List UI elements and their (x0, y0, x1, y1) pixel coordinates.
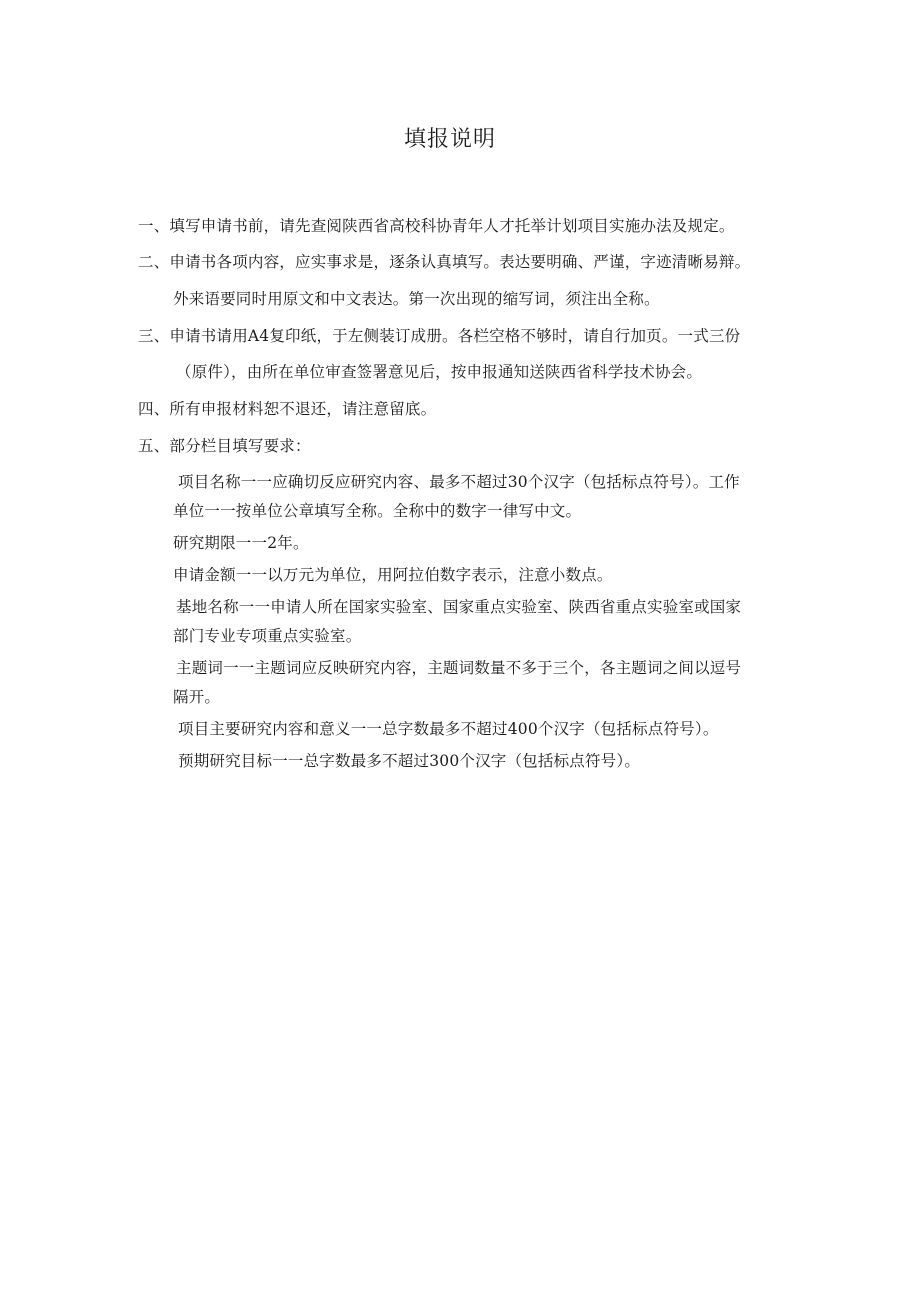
instruction-line: 项目主要研究内容和意义一一总字数最多不超过400个汉字（包括标点符号）。 (178, 720, 719, 738)
instruction-line: 主题词一一主题词应反映研究内容，主题词数量不多于三个，各主题词之间以逗号 (176, 659, 742, 677)
instruction-line: 一、填写申请书前，请先查阅陕西省高校科协青年人才托举计划项目实施办法及规定。 (138, 217, 735, 235)
instruction-line: 预期研究目标一一总字数最多不超过300个汉字（包括标点符号）。 (178, 752, 641, 770)
instruction-line: 单位一一按单位公章填写全称。全称中的数字一律写中文。 (173, 502, 582, 520)
instruction-line: 基地名称一一申请人所在国家实验室、国家重点实验室、陕西省重点实验室或国家 (176, 598, 742, 616)
instruction-line: 部门专业专项重点实验室。 (173, 627, 362, 645)
instruction-line: 三、申请书请用A4复印纸，于左侧装订成册。各栏空格不够时，请自行加页。一式三份 (138, 327, 741, 345)
instruction-line: 申请金额一一以万元为单位，用阿拉伯数字表示，注意小数点。 (173, 566, 613, 584)
instruction-line: 项目名称一一应确切反应研究内容、最多不超过30个汉字（包括标点符号）。工作 (178, 473, 740, 491)
instruction-line: 研究期限一一2年。 (173, 534, 309, 552)
instruction-line: 五、部分栏目填写要求： (138, 437, 311, 455)
instruction-line: 隔开。 (173, 688, 221, 706)
instruction-line: 二、申请书各项内容，应实事求是，逐条认真填写。表达要明确、严谨，字迹清晰易辩。 (138, 253, 751, 271)
instruction-line: 四、所有申报材料恕不退还，请注意留底。 (138, 400, 437, 418)
page-title: 填报说明 (403, 127, 496, 152)
instruction-line: （原件），由所在单位审查签署意见后，按申报通知送陕西省科学技术协会。 (176, 363, 703, 381)
instruction-line: 外来语要同时用原文和中文表达。第一次出现的缩写词，须注出全称。 (173, 290, 660, 308)
